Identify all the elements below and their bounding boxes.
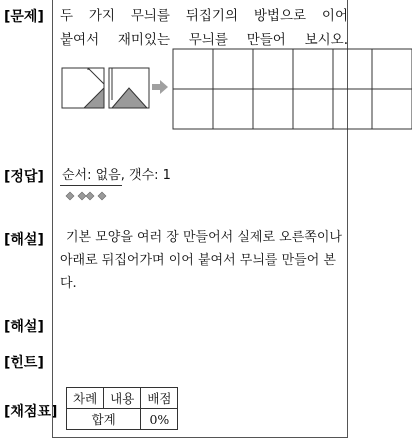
pattern-tile-1 [62, 68, 104, 108]
score-header-content: 내용 [104, 388, 141, 409]
score-table [66, 387, 178, 430]
score-table-total-row [67, 409, 178, 430]
score-header-order: 차례 [67, 388, 104, 409]
problem-line-1: 두 가지 무늬를 뒤집기의 방법으로 이어 [60, 8, 348, 24]
answer-grid [173, 49, 412, 129]
answer-text: 순서: 없음, 갯수: 1 [62, 168, 171, 183]
score-total-value: 0% [141, 409, 178, 430]
pattern-tile-2 [109, 68, 149, 108]
explanation-text: 기본 모양을 여러 장 만들어서 실제로 오른쪽이나 아래로 뒤집어가며 이어 붙여서 무늬를 만들어 본다. [60, 230, 342, 291]
hint-label: [힌트] [4, 355, 44, 371]
answer-underline [60, 185, 122, 186]
score-header-points: 배점 [141, 388, 178, 409]
explanation2-label: [해설] [4, 319, 44, 335]
grading-label: [채점표] [4, 404, 58, 420]
score-table-header-row [67, 388, 178, 409]
problem-label: [문제] [4, 9, 44, 25]
explanation-label: [해설] [4, 232, 44, 248]
score-total-label: 합계 [67, 409, 141, 430]
arrow-icon [152, 80, 168, 94]
problem-line-2: 붙여서 재미있는 무늬를 만들어 보시오. [60, 32, 348, 48]
answer-pattern-icon [66, 192, 106, 200]
answer-label: [정답] [4, 169, 44, 185]
